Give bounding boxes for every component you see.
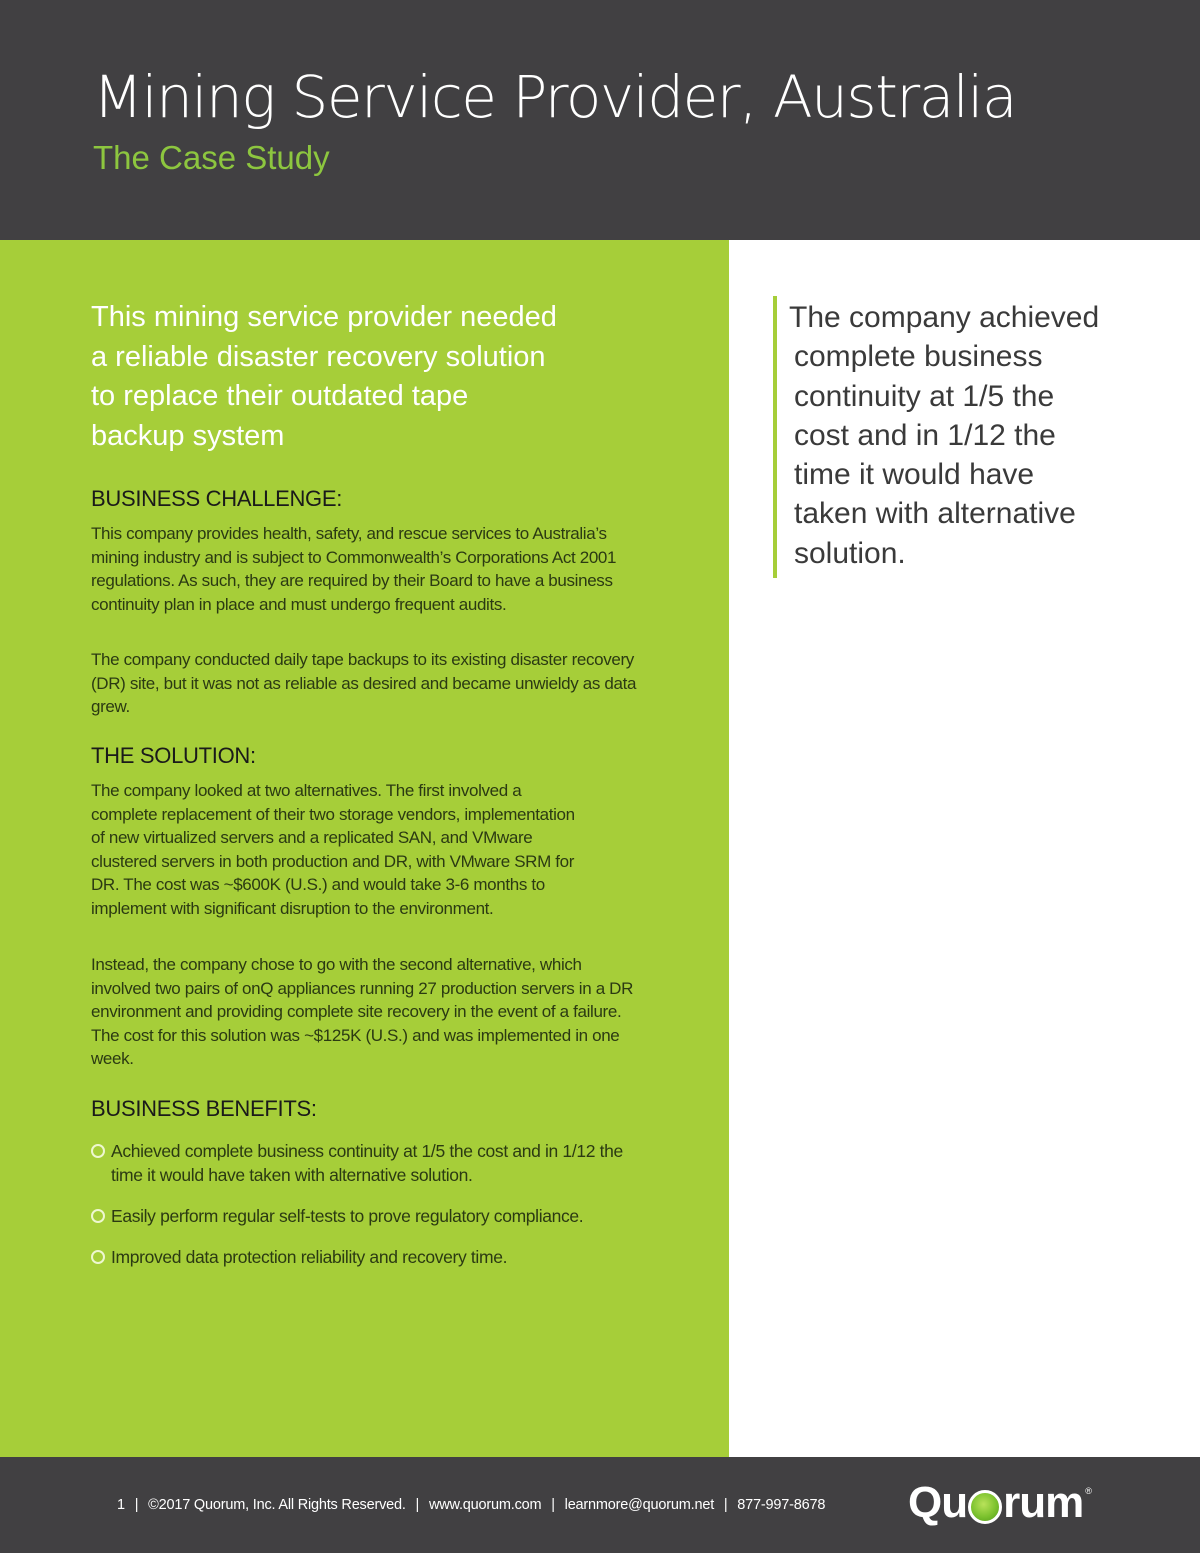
circle-bullet-icon (91, 1250, 105, 1264)
challenge-heading: BUSINESS CHALLENGE: (91, 486, 343, 511)
phone-number: 877-997-8678 (737, 1497, 826, 1513)
benefit-item (91, 1246, 651, 1270)
quorum-logo (908, 1478, 1091, 1528)
intro-line: to replace their outdated tape (91, 380, 469, 412)
intro-line: a reliable disaster recovery solution (91, 340, 546, 373)
copyright: ©2017 Quorum, Inc. All Rights Reserved. (148, 1497, 406, 1513)
challenge-paragraph: This company provides health, safety, and rescue services to Australia’s mining industry and is subject to Commonwealth’s Corporations Act 2001 regulations. As such, they are required by their Board to have a business continuity plan in place and must undergo frequent audits. (91, 524, 617, 614)
solution-paragraph: The company looked at two alternatives. The first involved a complete replacement of their two storage vendors, implementation of new virtualized servers and a replicated SAN, and VMware clustered servers in both production and DR, with VMware SRM for DR. The cost was ~$600K (U.S.) and would take 3-6 months to implement with significant disruption to the environment. (91, 781, 575, 918)
intro-line: This mining service provider needed (91, 301, 557, 333)
quote-line: taken with alternative (794, 497, 1076, 531)
quote-line: continuity at 1/5 the (794, 379, 1055, 413)
page-number: 1 (117, 1497, 125, 1513)
separator: | (551, 1497, 555, 1513)
benefit-text: Easily perform regular self-tests to prove regulatory compliance. (111, 1206, 584, 1226)
logo-text-end: rum (1003, 1478, 1084, 1527)
circle-bullet-icon (91, 1144, 105, 1158)
quote-line: The company achieved (789, 301, 1100, 334)
separator: | (415, 1497, 420, 1513)
challenge-paragraph: The company conducted daily tape backups to its existing disaster recovery (DR) site, but it was not as reliable as desired and became unwieldy as data grew. (91, 650, 637, 717)
quote-accent-bar (773, 296, 777, 578)
page-title: Mining Service Provider, Australia (93, 63, 1017, 131)
page-header (0, 0, 1200, 240)
benefit-text: Achieved complete business continuity at 1/5 the cost and in 1/12 the time it would have taken with alternative solution. (111, 1141, 623, 1185)
registered-mark: ® (1085, 1486, 1091, 1496)
benefit-text: Improved data protection reliability and recovery time. (111, 1247, 508, 1267)
separator: | (723, 1497, 728, 1513)
quote-line: complete business (794, 340, 1043, 374)
quote-line: cost and in 1/12 the (794, 418, 1056, 452)
green-orb-icon (968, 1490, 1002, 1524)
quote-line: solution. (794, 536, 906, 570)
solution-paragraph: Instead, the company chose to go with the second alternative, which involved two pairs of onQ appliances running 27 production servers in a DR environment and providing complete site recovery in the event of a failure. The cost for this solution was ~$125K (U.S.) and was implemented in one week. (91, 955, 634, 1069)
circle-bullet-icon (91, 1209, 105, 1223)
separator: | (134, 1497, 139, 1513)
footer-info (117, 1497, 825, 1513)
benefits-heading: BUSINESS BENEFITS: (91, 1096, 317, 1121)
solution-heading: THE SOLUTION: (91, 743, 256, 768)
intro-headline (91, 298, 651, 456)
benefit-item (91, 1205, 651, 1229)
quote-line: time it would have (794, 458, 1035, 492)
pull-quote (789, 298, 1149, 573)
benefit-item (91, 1140, 631, 1187)
logo-text-start: Qu (908, 1478, 968, 1527)
intro-line: backup system (91, 419, 285, 452)
website-link[interactable]: www.quorum.com (428, 1497, 542, 1513)
email-link[interactable]: learnmore@quorum.net (564, 1497, 715, 1513)
page-subtitle: The Case Study (93, 139, 330, 176)
